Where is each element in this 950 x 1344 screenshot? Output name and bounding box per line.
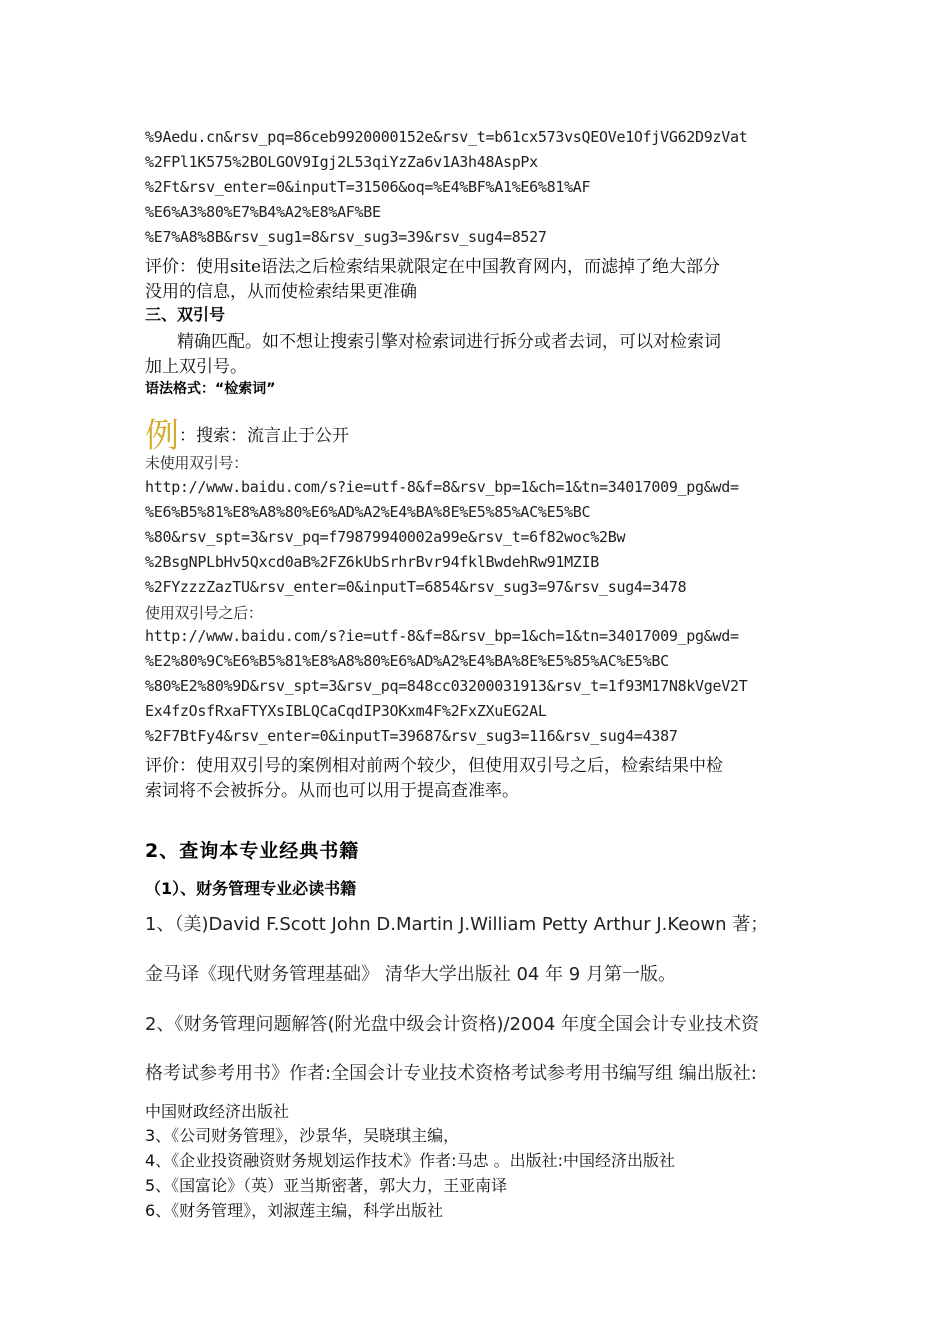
- book-item-1: 1、（美)David F.Scott John D.Martin J.William Petty Arthur J.Keown 著；: [145, 914, 769, 935]
- subheading-finance-books: （1）、财务管理专业必读书籍: [145, 879, 357, 898]
- quotes-description: 精确匹配。如不想让搜索引擎对检索词进行拆分或者去词，可以对检索词: [177, 332, 721, 352]
- book-item-6: 6、《财务管理》，刘淑莲主编，科学出版社: [145, 1201, 444, 1220]
- example-text: ：搜索：流言止于公开: [179, 426, 349, 446]
- after-quotes-label: 使用双引号之后：: [145, 604, 263, 622]
- url-line: %2F7BtFy4&rsv_enter=0&inputT=39687&rsv_sug3=116&rsv_sug4=4387: [145, 727, 678, 745]
- url-line: %2FPl1K575%2BOLGOV9Igj2L53qiYzZa6v1A3h48AspPx: [145, 153, 538, 171]
- syntax-format: 语法格式：“检索词”: [145, 381, 276, 397]
- example-line: [145, 402, 349, 456]
- site-evaluation-text: 评价：使用site语法之后检索结果就限定在中国教育网内，而滤掉了绝大部分: [145, 257, 721, 277]
- book-item-5: 5、《国富论》（英）亚当斯密著，郭大力，王亚南译: [145, 1176, 508, 1195]
- section-heading-books: 2、查询本专业经典书籍: [145, 840, 360, 862]
- url-line: %2FYzzzZazTU&rsv_enter=0&inputT=6854&rsv_sug3=97&rsv_sug4=3478: [145, 578, 687, 596]
- book-item-1-cont: 金马译《现代财务管理基础》 清华大学出版社 04 年 9 月第一版。: [145, 964, 676, 985]
- url-line: http://www.baidu.com/s?ie=utf-8&f=8&rsv_bp=1&ch=1&tn=34017009_pg&wd=: [145, 627, 739, 645]
- url-line: http://www.baidu.com/s?ie=utf-8&f=8&rsv_bp=1&ch=1&tn=34017009_pg&wd=: [145, 478, 739, 496]
- quotes-description: 加上双引号。: [145, 357, 247, 377]
- url-line: %2Ft&rsv_enter=0&inputT=31506&oq=%E4%BF%A1%E6%81%AF: [145, 178, 591, 196]
- url-line: %E6%B5%81%E8%A8%80%E6%AD%A2%E4%BA%8E%E5%85%AC%E5%BC: [145, 503, 591, 521]
- book-item-2-cont: 格考试参考用书》作者:全国会计专业技术资格考试参考用书编写组 编出版社:: [145, 1063, 757, 1084]
- quotes-evaluation-text: 评价：使用双引号的案例相对前两个较少，但使用双引号之后，检索结果中检: [145, 756, 723, 776]
- url-line: %E2%80%9C%E6%B5%81%E8%A8%80%E6%AD%A2%E4%BA%8E%E5%85%AC%E5%BC: [145, 652, 669, 670]
- site-evaluation-text: 没用的信息，从而使检索结果更准确: [145, 282, 417, 302]
- book-item-3: 3、《公司财务管理》，沙景华，吴晓琪主编，: [145, 1126, 460, 1145]
- url-line: %E7%A8%8B&rsv_sug1=8&rsv_sug3=39&rsv_sug4=8527: [145, 228, 547, 246]
- url-line: %9Aedu.cn&rsv_pq=86ceb9920000152e&rsv_t=b61cx573vsQEOVe1OfjVG62D9zVat: [145, 128, 748, 146]
- url-line: %2BsgNPLbHv5Qxcd0aB%2FZ6kUbSrhrBvr94fklBwdehRw91MZIB: [145, 553, 600, 571]
- quotes-evaluation-text: 索词将不会被拆分。从而也可以用于提高查准率。: [145, 781, 519, 801]
- book-item-4: 4、《企业投资融资财务规划运作技术》作者:马忠 。出版社:中国经济出版社: [145, 1151, 676, 1170]
- before-quotes-label: 未使用双引号：: [145, 454, 248, 472]
- url-line: %80%E2%80%9D&rsv_spt=3&rsv_pq=848cc03200031913&rsv_t=1f93M17N8kVgeV2T: [145, 677, 748, 695]
- url-line: %E6%A3%80%E7%B4%A2%E8%AF%BE: [145, 203, 381, 221]
- example-marker: 例: [145, 416, 179, 456]
- book-item-2-cont: 中国财政经济出版社: [145, 1102, 290, 1121]
- book-item-2: 2、《财务管理问题解答(附光盘中级会计资格)/2004 年度全国会计专业技术资: [145, 1014, 760, 1035]
- section-heading-quotes: 三、双引号: [145, 305, 226, 324]
- url-line: %80&rsv_spt=3&rsv_pq=f79879940002a99e&rsv_t=6f82woc%2Bw: [145, 528, 626, 546]
- url-line: Ex4fzOsfRxaFTYXsIBLQCaCqdIP3OKxm4F%2FxZXuEG2AL: [145, 702, 547, 720]
